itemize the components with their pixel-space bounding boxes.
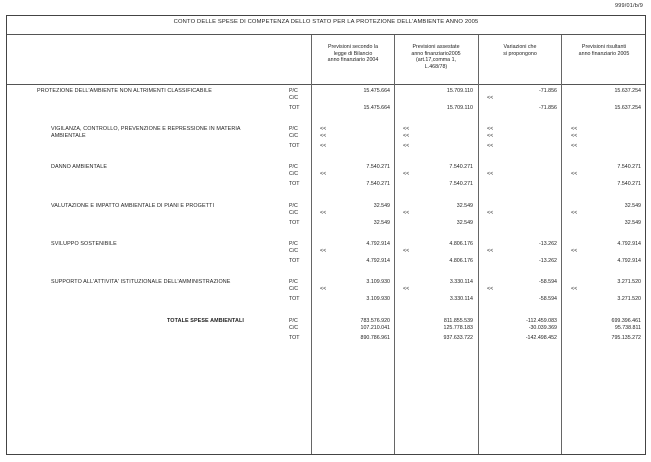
amount-cell: 95.738.811 [614, 325, 641, 331]
row-type-label: P/C [289, 279, 298, 285]
amount-cell: 4.792.914 [617, 241, 641, 247]
amount-cell: << [403, 143, 410, 149]
amount-cell: 783.576.920 [360, 318, 390, 324]
amount-cell: << [403, 210, 410, 216]
amount-cell: << [320, 286, 327, 292]
amount-cell: 3.109.930 [366, 296, 390, 302]
amount-cell: -13.262 [539, 241, 557, 247]
row-type-label: TOT [289, 143, 300, 149]
row-type-label: P/C [289, 203, 298, 209]
row-type-label: P/C [289, 88, 298, 94]
section-description: TOTALE SPESE AMBIENTALI [167, 318, 244, 324]
row-type-label: TOT [289, 335, 300, 341]
column-header-previsioni-assestate: Previsioni assestate anno finanziario2005 (art.17,comma 1, L.468/78) [411, 44, 461, 70]
amount-cell: 811.855.539 [443, 318, 473, 324]
amount-cell: 4.806.176 [449, 258, 473, 264]
amount-cell: << [320, 133, 327, 139]
row-type-label: P/C [289, 126, 298, 132]
section-description: AMBIENTALE [51, 133, 86, 139]
amount-cell: << [571, 126, 578, 132]
amount-cell: 4.792.914 [366, 241, 390, 247]
column-header-previsioni-bilancio: Previsioni secondo la legge di Bilancio anno finanziario 2004 [327, 44, 379, 64]
amount-cell: 3.330.114 [449, 279, 473, 285]
section-description: SUPPORTO ALL'ATTIVITA' ISTITUZIONALE DELL'AMMINISTRAZIONE [51, 279, 231, 285]
amount-cell: 795.135.272 [611, 335, 641, 341]
amount-cell: << [487, 133, 494, 139]
amount-cell: << [320, 126, 327, 132]
column-divider [478, 35, 479, 454]
amount-cell: 7.540.271 [366, 181, 390, 187]
row-type-label: C/C [289, 325, 299, 331]
amount-cell: 7.540.271 [366, 164, 390, 170]
amount-cell: 699.396.461 [611, 318, 641, 324]
column-header-variazioni: Variazioni che si propongono [503, 44, 537, 57]
row-type-label: TOT [289, 220, 300, 226]
amount-cell: << [487, 171, 494, 177]
amount-cell: 125.778.183 [443, 325, 473, 331]
amount-cell: << [571, 143, 578, 149]
amount-cell: << [320, 143, 327, 149]
row-type-label: C/C [289, 286, 299, 292]
row-type-label: TOT [289, 296, 300, 302]
amount-cell: 32.549 [624, 220, 641, 226]
amount-cell: 15.709.110 [446, 105, 473, 111]
amount-cell: -13.262 [539, 258, 557, 264]
amount-cell: 32.549 [373, 220, 390, 226]
row-type-label: TOT [289, 105, 300, 111]
amount-cell: << [403, 126, 410, 132]
amount-cell: 3.109.930 [366, 279, 390, 285]
amount-cell: 32.549 [456, 203, 473, 209]
amount-cell: << [571, 171, 578, 177]
amount-cell: << [487, 143, 494, 149]
amount-cell: << [403, 133, 410, 139]
amount-cell: -30.039.369 [528, 325, 557, 331]
amount-cell: << [571, 248, 578, 254]
amount-cell: << [571, 286, 578, 292]
column-divider [561, 35, 562, 454]
row-type-label: TOT [289, 181, 300, 187]
amount-cell: 15.709.110 [446, 88, 473, 94]
section-description: DANNO AMBIENTALE [51, 164, 108, 170]
amount-cell: << [403, 171, 410, 177]
row-type-label: C/C [289, 95, 299, 101]
amount-cell: 7.540.271 [617, 164, 641, 170]
section-description: VALUTAZIONE E IMPATTO AMBIENTALE DI PIANI E PROGETTI [51, 203, 215, 209]
amount-cell: 107.210.041 [360, 325, 390, 331]
amount-cell: 7.540.271 [617, 181, 641, 187]
column-divider [394, 35, 395, 454]
amount-cell: << [487, 210, 494, 216]
amount-cell: 4.792.914 [617, 258, 641, 264]
amount-cell: -142.498.452 [525, 335, 557, 341]
amount-cell: 15.637.254 [614, 88, 641, 94]
amount-cell: << [403, 286, 410, 292]
expense-table [6, 15, 646, 455]
amount-cell: << [487, 95, 494, 101]
amount-cell: << [403, 248, 410, 254]
row-type-label: P/C [289, 241, 298, 247]
section-description: PROTEZIONE DELL'AMBIENTE NON ALTRIMENTI CLASSIFICABILE [37, 88, 212, 94]
amount-cell: 32.549 [624, 203, 641, 209]
header-divider [7, 84, 645, 85]
row-type-label: P/C [289, 318, 298, 324]
amount-cell: 3.330.114 [449, 296, 473, 302]
amount-cell: << [487, 286, 494, 292]
amount-cell: 3.271.520 [617, 296, 641, 302]
amount-cell: << [487, 126, 494, 132]
amount-cell: 15.637.254 [614, 105, 641, 111]
amount-cell: 15.475.664 [363, 88, 390, 94]
title-divider [7, 34, 645, 35]
amount-cell: 32.549 [373, 203, 390, 209]
amount-cell: 7.540.271 [449, 164, 473, 170]
amount-cell: 937.633.722 [443, 335, 473, 341]
amount-cell: 15.475.664 [363, 105, 390, 111]
row-type-label: C/C [289, 133, 299, 139]
amount-cell: 4.806.176 [449, 241, 473, 247]
amount-cell: -58.594 [539, 279, 557, 285]
section-description: SVILUPPO SOSTENIBILE [51, 241, 117, 247]
amount-cell: << [571, 210, 578, 216]
row-type-label: C/C [289, 210, 299, 216]
row-type-label: C/C [289, 171, 299, 177]
amount-cell: << [320, 210, 327, 216]
amount-cell: 32.549 [456, 220, 473, 226]
document-code: 999/01/b/9 [615, 3, 643, 9]
amount-cell: -71.856 [539, 88, 557, 94]
amount-cell: -71.856 [539, 105, 557, 111]
row-type-label: P/C [289, 164, 298, 170]
amount-cell: << [320, 248, 327, 254]
amount-cell: 7.540.271 [449, 181, 473, 187]
row-type-label: C/C [289, 248, 299, 254]
amount-cell: << [571, 133, 578, 139]
amount-cell: 3.271.520 [617, 279, 641, 285]
table-title: CONTO DELLE SPESE DI COMPETENZA DELLO STATO PER LA PROTEZIONE DELL'AMBIENTE ANNO 2005 [173, 19, 479, 25]
column-header-previsioni-risultanti: Previsioni risultanti anno finanziario 2005 [578, 44, 630, 57]
column-divider [311, 35, 312, 454]
amount-cell: 890.786.961 [360, 335, 390, 341]
amount-cell: << [320, 171, 327, 177]
amount-cell: << [487, 248, 494, 254]
amount-cell: -58.594 [539, 296, 557, 302]
section-description: VIGILANZA, CONTROLLO, PREVENZIONE E REPRESSIONE IN MATERIA [51, 126, 241, 132]
amount-cell: -112.459.083 [526, 318, 557, 324]
row-type-label: TOT [289, 258, 300, 264]
amount-cell: 4.792.914 [366, 258, 390, 264]
